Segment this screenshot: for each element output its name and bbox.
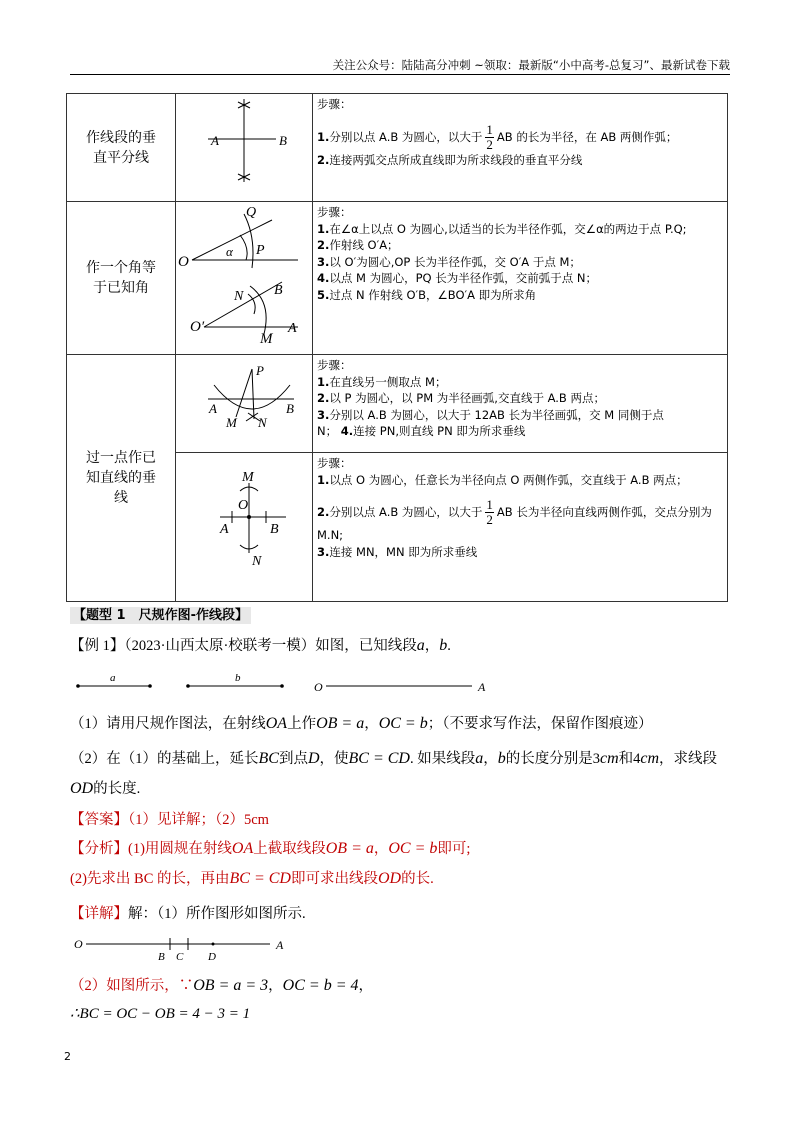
step-1: 1.以点 O 为圆心，任意长为半径向点 O 两侧作弧，交直线于 A.B 两点；: [317, 472, 688, 487]
question-1: （1）请用尺规作图法，在射线OA上作OB = a，OC = b；（不要求写作法，保留作图痕迹）: [70, 715, 653, 732]
label-o: O: [314, 680, 323, 694]
label-n: N: [258, 415, 267, 430]
step-1: 1.在∠α上以点 O 为圆心,以适当的长为半径作弧，交∠α的两边于点 P.Q;: [317, 221, 687, 236]
label-q: Q: [246, 205, 257, 220]
step-1: 1.分别以点 A.B 为圆心，以大于 $\frac{1}{2}$ AB 的长为半径，在 AB 两侧作弧；: [317, 121, 678, 152]
step-2: 2.作射线 O′A；: [317, 238, 399, 252]
label-b: B: [270, 522, 279, 537]
figure-perpendicular-through-point-2: [176, 453, 313, 602]
step-4: N； 4.连接 PN,则直线 PN 即为所求垂线: [317, 424, 526, 438]
label-o: O: [74, 937, 83, 951]
label-a: A: [209, 401, 217, 416]
label-m: M: [242, 470, 254, 485]
figure-segments: [70, 670, 730, 700]
step-2: 2.分别以点 A.B 为圆心，以大于 $\frac{1}{2}$ AB 长为半径向直线两侧作弧，交点分别为 M.N;: [317, 497, 712, 542]
steps-cell: [313, 355, 728, 453]
table-row: [67, 94, 728, 202]
table-row: [67, 202, 728, 355]
label-b: b: [235, 672, 241, 684]
question-2: （2）在（1）的基础上，延长BC到点D，使BC = CD. 如果线段a，b的长度分别是3cm和4cm，求线段 OD的长度.: [70, 750, 718, 797]
analysis-line-1: 【分析】(1)用圆规在射线OA上截取线段OB = a，OC = b即可;: [70, 840, 471, 857]
label-a-upper: A: [478, 680, 486, 694]
page-header: 关注公众号：陆陆高分冲刺 ~领取：最新版“小中高考-总复习”、最新试卷下载: [70, 58, 730, 75]
row-name: 作一个角等于已知角: [67, 202, 176, 355]
section-title: 【题型 1 尺规作图-作线段】: [70, 604, 730, 624]
label-a: A: [276, 938, 284, 952]
label-b: B: [274, 283, 283, 298]
detail-line-2: （2）如图所示，∵OB = a = 3，OC = b = 4，: [70, 977, 373, 994]
label-p: P: [256, 363, 264, 378]
detail-line-3: ∴BC = OC − OB = 4 − 3 = 1: [70, 1006, 251, 1022]
step-2: 2.连接两弧交点所成直线即为所求线段的垂直平分线: [317, 152, 583, 167]
steps-title: 步骤：: [317, 205, 352, 219]
label-b: B: [279, 133, 287, 148]
label-o: O: [178, 254, 189, 270]
step-2: 2.以 P 为圆心，以 PM 为半径画弧,交直线于 A.B 两点；: [317, 391, 605, 405]
label-c: C: [176, 951, 184, 963]
figure-copy-angle: [176, 202, 313, 355]
label-o: O: [238, 498, 249, 513]
fraction-half: $\frac{1}{2}$: [486, 497, 493, 527]
figure-perpendicular-bisector: [176, 94, 313, 202]
step-5: 5.过点 N 作射线 O′B，∠BO′A 即为所求角: [317, 287, 537, 302]
step-3: 3.连接 MN，MN 即为所求垂线: [317, 544, 478, 559]
figure-solution: [70, 930, 730, 964]
construction-table: [66, 93, 728, 602]
label-p: P: [256, 243, 265, 258]
fraction-half: $\frac{1}{2}$: [486, 121, 493, 152]
steps-title: 步骤：: [317, 358, 352, 372]
label-a: A: [220, 522, 229, 537]
row-name: 过一点作已知直线的垂线: [67, 355, 176, 602]
label-b: B: [158, 951, 165, 963]
label-m: M: [260, 331, 273, 347]
figure-perpendicular-through-point-1: [176, 355, 313, 453]
row-name: 作线段的垂直平分线: [67, 94, 176, 202]
label-a: A: [288, 321, 297, 336]
page-number: 2: [64, 1050, 71, 1063]
steps-cell: [313, 94, 728, 202]
answer-line: 【答案】（1）见详解；（2）5cm: [70, 812, 269, 828]
table-row: [67, 355, 728, 453]
label-n: N: [252, 554, 262, 569]
analysis-line-2: (2)先求出 BC 的长，再由BC = CD即可求出线段OD的长.: [70, 870, 434, 887]
steps-cell: [313, 453, 728, 602]
step-1: 1.在直线另一侧取点 M；: [317, 374, 447, 389]
steps-title: 步骤：: [317, 97, 352, 111]
label-n: N: [234, 289, 244, 304]
step-4: 4.以点 M 为圆心，PQ 长为半径作弧，交前弧于点 N；: [317, 271, 598, 285]
steps-title: 步骤：: [317, 456, 352, 470]
example-intro: 【例 1】（2023·山西太原·校联考一模）如图，已知线段a，b.: [70, 637, 451, 654]
label-a: A: [211, 133, 219, 148]
detail-line-1: 【详解】解：（1）所作图形如图所示.: [70, 906, 306, 922]
label-m: M: [226, 415, 237, 430]
label-o-prime: O′: [190, 319, 205, 335]
label-alpha: α: [226, 244, 233, 259]
steps-cell: [313, 202, 728, 355]
label-b: B: [286, 401, 294, 416]
label-a: a: [110, 672, 116, 684]
label-d: D: [208, 951, 216, 963]
step-3: 3.分别以 A.B 为圆心，以大于 12AB 长为半径画弧，交 M 同侧于点: [317, 407, 664, 422]
step-3: 3.以 O′为圆心,OP 长为半径作弧，交 O′A 于点 M；: [317, 254, 581, 269]
